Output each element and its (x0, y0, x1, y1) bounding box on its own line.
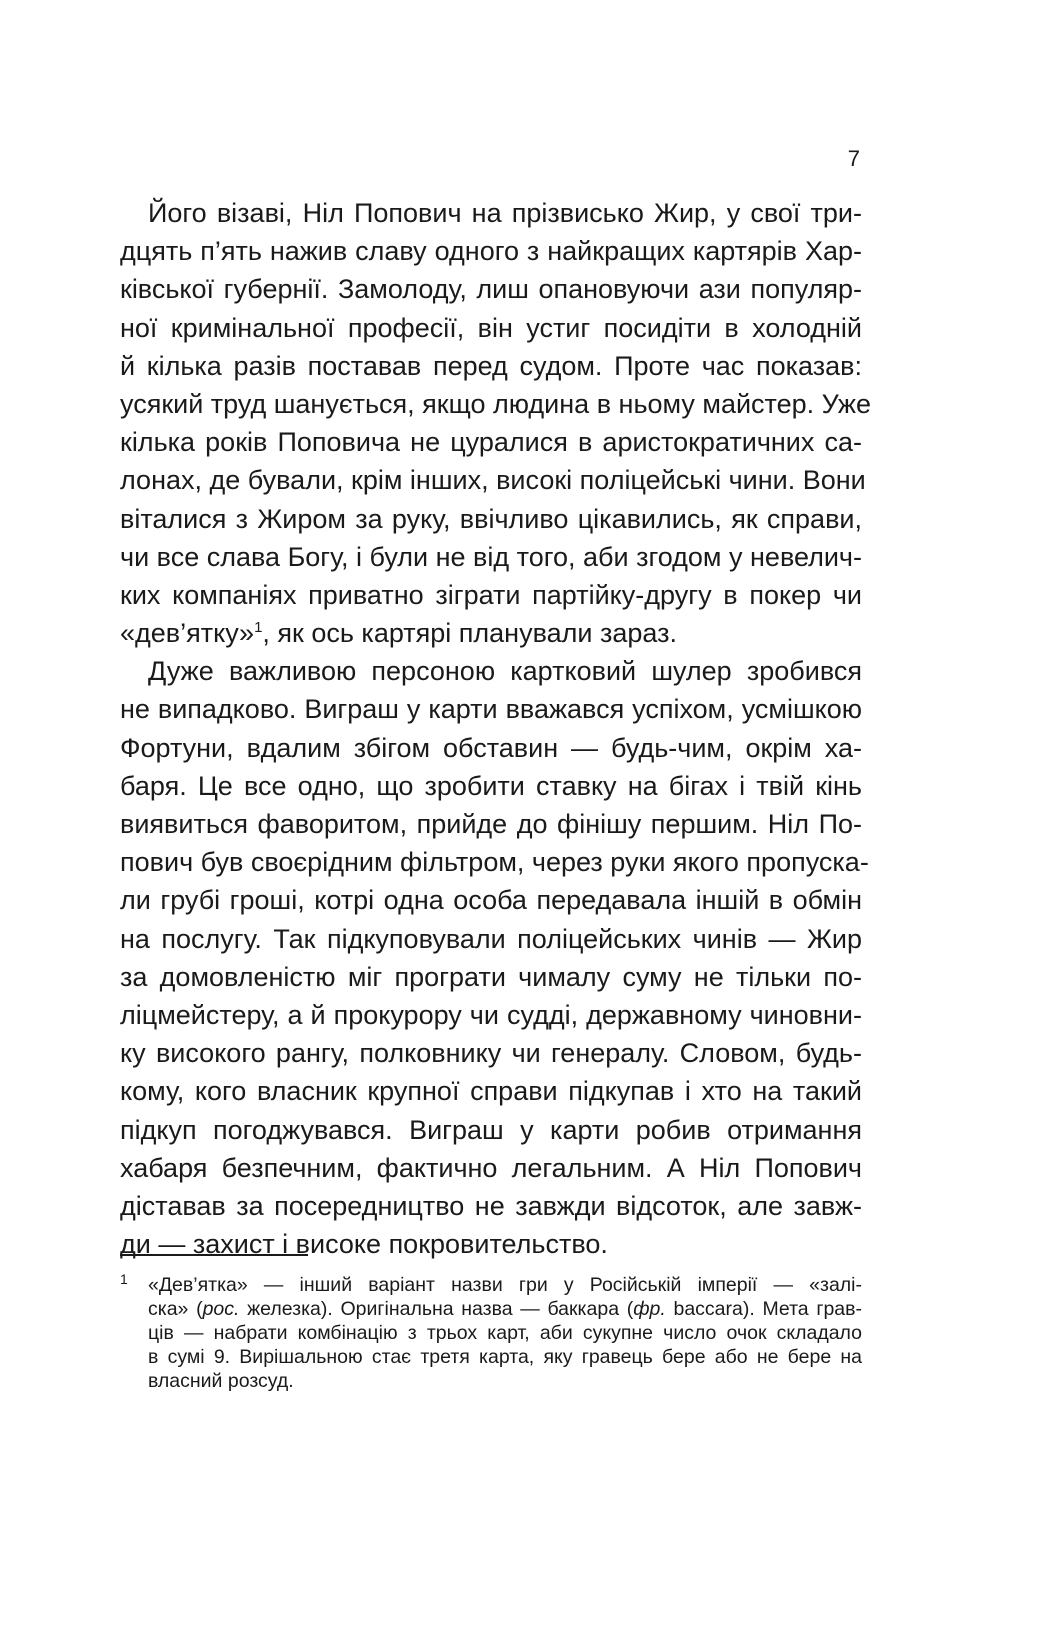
text-line: виявиться фаворитом, прийде до фінішу першим. Ніл По- (120, 809, 862, 839)
footnote-line (148, 1297, 862, 1321)
footnote-marker: 1 (120, 1271, 128, 1287)
abbreviation: фр. (633, 1298, 666, 1320)
main-text (120, 194, 871, 1263)
page-number: 7 (847, 146, 860, 171)
footnote-line: власний розсуд. (148, 1370, 294, 1392)
text-line: ди — захист і високе покровительство. (120, 1229, 608, 1260)
text-fragment: «дев’ятку» (120, 618, 255, 649)
footnote-reference: 1 (254, 619, 263, 637)
text-line: Дуже важливою персоною картковий шулер зробився (148, 656, 862, 687)
text-line: діставав за посередництво не завжди відсоток, але завж- (120, 1190, 862, 1221)
text-fragment: baccara). Мета грав- (665, 1298, 862, 1320)
text-line: підкуп погоджувався. Виграш у карти робив отримання (120, 1114, 862, 1145)
text-line: усякий труд шанується, якщо людина в ньому майстер. Уже (120, 388, 871, 419)
text-line: Фортуни, вдалим збігом обставин — будь-чим, окрім ха- (120, 732, 862, 763)
text-line: Його візаві, Ніл Попович на прізвисько Жир, у свої три- (148, 198, 862, 228)
text-line: пович був своєрідним фільтром, через руки якого пропуска- (120, 847, 869, 878)
text-line (120, 614, 862, 652)
footnote-line: ців — набрати комбінацію з трьох карт, аби сукупне число очок складало (148, 1322, 862, 1344)
text-line: віталися з Жиром за руку, ввічливо цікавились, як справи, (120, 503, 862, 534)
text-line: чи все слава Богу, і були не від того, аби згодом у невелич- (120, 541, 862, 572)
text-fragment: железка). Оригінальна назва — баккара ( (239, 1298, 634, 1320)
text-line: ліцмейстеру, а й прокурору чи судді, державному чиновни- (120, 999, 862, 1030)
footnote (120, 1273, 862, 1393)
footnote-line: «Дев’ятка» — інший варіант назви гри у Російській імперії — «залі- (148, 1274, 862, 1296)
abbreviation: рос. (202, 1298, 240, 1320)
text-fragment: , як ось картярі планували зараз. (262, 618, 677, 649)
text-line: дцять п’ять нажив славу одного з найкращих картярів Хар- (120, 236, 862, 267)
text-line: кілька років Поповича не цуралися в аристократичних са- (120, 427, 862, 458)
text-line: не випадково. Виграш у карти вважався успіхом, усмішкою (120, 694, 862, 725)
text-line: за домовленістю міг програти чималу суму не тільки по- (120, 961, 862, 992)
footnote-line: в сумі 9. Вирішальною стає третя карта, яку гравець бере або не бере на (148, 1346, 862, 1368)
text-line: кому, кого власник крупної справи підкупав і хто на такий (120, 1076, 862, 1107)
text-line: на послугу. Так підкуповували поліцейських чинів — Жир (120, 923, 862, 954)
text-line: ківської губернії. Замолоду, лиш опановуючи ази популяр- (120, 274, 862, 305)
text-line: ли грубі гроші, котрі одна особа передавала іншій в обмін (120, 885, 862, 916)
text-line: хабаря безпечним, фактично легальним. А Ніл Попович (120, 1152, 862, 1183)
text-fragment: ска» ( (148, 1298, 203, 1320)
text-line: ку високого рангу, полковнику чи генералу. Словом, будь- (120, 1038, 862, 1069)
text-line: лонах, де бували, крім інших, високі поліцейські чини. Вони (120, 465, 866, 496)
text-line: ної кримінальної професії, він устиг посидіти в холодній (120, 312, 862, 343)
footnote-divider (120, 1254, 308, 1256)
text-line: ких компаніях приватно зіграти партійку-другу в покер чи (120, 579, 862, 610)
text-line: баря. Це все одно, що зробити ставку на бігах і твій кінь (120, 770, 862, 801)
text-line: й кілька разів поставав перед судом. Проте час показав: (120, 350, 862, 381)
